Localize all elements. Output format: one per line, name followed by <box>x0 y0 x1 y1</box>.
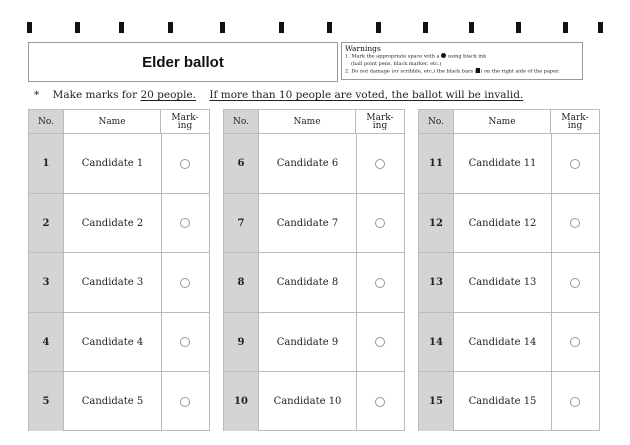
timing-mark <box>27 22 32 33</box>
marking-cell[interactable] <box>356 253 404 312</box>
marking-cell[interactable] <box>356 134 404 193</box>
warning-line-3-b: ) on the right side of the paper. <box>480 68 560 74</box>
candidate-number: 2 <box>29 194 63 253</box>
header-marking-2: ing <box>372 120 388 131</box>
marking-circle-icon[interactable] <box>180 337 190 347</box>
timing-mark <box>327 22 332 33</box>
header-name: Name <box>259 110 355 133</box>
timing-mark <box>220 22 225 33</box>
candidate-name: Candidate 4 <box>63 313 162 372</box>
instruction-count: 20 people. <box>140 89 197 101</box>
timing-mark <box>423 22 428 33</box>
table-row <box>29 252 209 312</box>
marking-cell[interactable] <box>356 372 404 431</box>
marking-cell[interactable] <box>551 194 599 253</box>
header-no: No. <box>38 116 54 127</box>
candidate-number: 1 <box>29 134 63 193</box>
candidate-name: Candidate 13 <box>453 253 552 312</box>
table-row <box>29 312 209 372</box>
marking-circle-icon[interactable] <box>570 397 580 407</box>
instruction-bullet: * <box>34 89 40 101</box>
candidate-number: 9 <box>224 313 258 372</box>
candidate-number: 7 <box>224 194 258 253</box>
candidate-name: Candidate 10 <box>258 372 357 431</box>
table-row <box>419 371 599 431</box>
marking-circle-icon[interactable] <box>570 218 580 228</box>
warning-line-3-a: 2. Do not damage (or scribble, etc.) the black bars ( <box>345 68 477 74</box>
marking-circle-icon[interactable] <box>570 337 580 347</box>
header-name: Name <box>64 110 160 133</box>
table-row <box>29 193 209 253</box>
marking-cell[interactable] <box>551 313 599 372</box>
timing-marks <box>0 22 630 34</box>
timing-mark <box>376 22 381 33</box>
timing-mark <box>598 22 603 33</box>
table-row <box>29 371 209 431</box>
warnings-box <box>341 42 583 80</box>
candidate-table <box>28 109 210 431</box>
candidate-name: Candidate 2 <box>63 194 162 253</box>
table-header <box>419 110 599 133</box>
timing-mark <box>75 22 80 33</box>
header-marking <box>161 110 209 133</box>
table-row <box>224 133 404 193</box>
table-row <box>419 312 599 372</box>
marking-cell[interactable] <box>356 194 404 253</box>
timing-mark <box>563 22 568 33</box>
marking-circle-icon[interactable] <box>570 159 580 169</box>
header-name: Name <box>454 110 550 133</box>
marking-circle-icon[interactable] <box>375 397 385 407</box>
marking-circle-icon[interactable] <box>180 397 190 407</box>
timing-mark <box>168 22 173 33</box>
candidate-table <box>223 109 405 431</box>
timing-mark <box>516 22 521 33</box>
header-marking-2: ing <box>567 120 583 131</box>
candidate-name: Candidate 6 <box>258 134 357 193</box>
header-marking-1: Mark- <box>366 112 394 123</box>
candidate-number: 4 <box>29 313 63 372</box>
header-marking-1: Mark- <box>171 112 199 123</box>
header-marking-1: Mark- <box>561 112 589 123</box>
candidate-name: Candidate 15 <box>453 372 552 431</box>
instruction-warning: If more than 10 people are voted, the ballot will be invalid. <box>209 89 524 101</box>
instruction-line <box>34 89 523 101</box>
table-row <box>224 193 404 253</box>
header-marking-2: ing <box>177 120 193 131</box>
warning-line-1 <box>345 53 579 61</box>
warnings-title: Warnings <box>345 44 381 53</box>
table-row <box>29 133 209 193</box>
candidate-name: Candidate 5 <box>63 372 162 431</box>
marking-cell[interactable] <box>551 372 599 431</box>
marking-cell[interactable] <box>161 253 209 312</box>
candidate-number: 13 <box>419 253 453 312</box>
marking-circle-icon[interactable] <box>570 278 580 288</box>
candidate-number: 14 <box>419 313 453 372</box>
table-row <box>419 252 599 312</box>
warning-line-1-b: using black ink <box>447 53 487 60</box>
table-header <box>29 110 209 133</box>
table-header <box>224 110 404 133</box>
marking-cell[interactable] <box>551 134 599 193</box>
ballot-title-box <box>28 42 338 82</box>
marking-cell[interactable] <box>161 194 209 253</box>
candidate-name: Candidate 11 <box>453 134 552 193</box>
warning-line-1-a: 1. Mark the appropriate space with a <box>345 53 440 60</box>
filled-circle-icon <box>441 53 446 58</box>
timing-mark <box>469 22 474 33</box>
candidate-number: 3 <box>29 253 63 312</box>
table-row <box>419 193 599 253</box>
header-marking <box>551 110 599 133</box>
candidate-name: Candidate 9 <box>258 313 357 372</box>
table-row <box>419 133 599 193</box>
candidate-name: Candidate 1 <box>63 134 162 193</box>
marking-circle-icon[interactable] <box>375 278 385 288</box>
table-row <box>224 371 404 431</box>
marking-cell[interactable] <box>161 372 209 431</box>
candidate-name: Candidate 7 <box>258 194 357 253</box>
marking-cell[interactable] <box>356 313 404 372</box>
marking-circle-icon[interactable] <box>375 218 385 228</box>
header-no: No. <box>233 116 249 127</box>
marking-circle-icon[interactable] <box>180 159 190 169</box>
table-row <box>224 312 404 372</box>
instruction-prefix: Make marks for <box>52 89 138 101</box>
candidate-number: 11 <box>419 134 453 193</box>
candidate-number: 10 <box>224 372 258 431</box>
candidate-number: 5 <box>29 372 63 431</box>
marking-cell[interactable] <box>161 134 209 193</box>
marking-cell[interactable] <box>551 253 599 312</box>
candidate-number: 15 <box>419 372 453 431</box>
candidate-number: 12 <box>419 194 453 253</box>
header-no: No. <box>428 116 444 127</box>
candidate-number: 6 <box>224 134 258 193</box>
candidate-name: Candidate 3 <box>63 253 162 312</box>
marking-circle-icon[interactable] <box>180 278 190 288</box>
timing-mark <box>279 22 284 33</box>
warning-line-2: (ball point pens, black marker, etc.) <box>351 60 442 67</box>
candidate-name: Candidate 12 <box>453 194 552 253</box>
candidate-name: Candidate 8 <box>258 253 357 312</box>
table-row <box>224 252 404 312</box>
candidate-number: 8 <box>224 253 258 312</box>
ballot-title: Elder ballot <box>142 53 224 71</box>
marking-cell[interactable] <box>161 313 209 372</box>
candidate-table <box>418 109 600 431</box>
candidate-name: Candidate 14 <box>453 313 552 372</box>
marking-circle-icon[interactable] <box>375 337 385 347</box>
marking-circle-icon[interactable] <box>375 159 385 169</box>
header-marking <box>356 110 404 133</box>
timing-mark <box>119 22 124 33</box>
marking-circle-icon[interactable] <box>180 218 190 228</box>
warning-line-3 <box>345 68 579 76</box>
